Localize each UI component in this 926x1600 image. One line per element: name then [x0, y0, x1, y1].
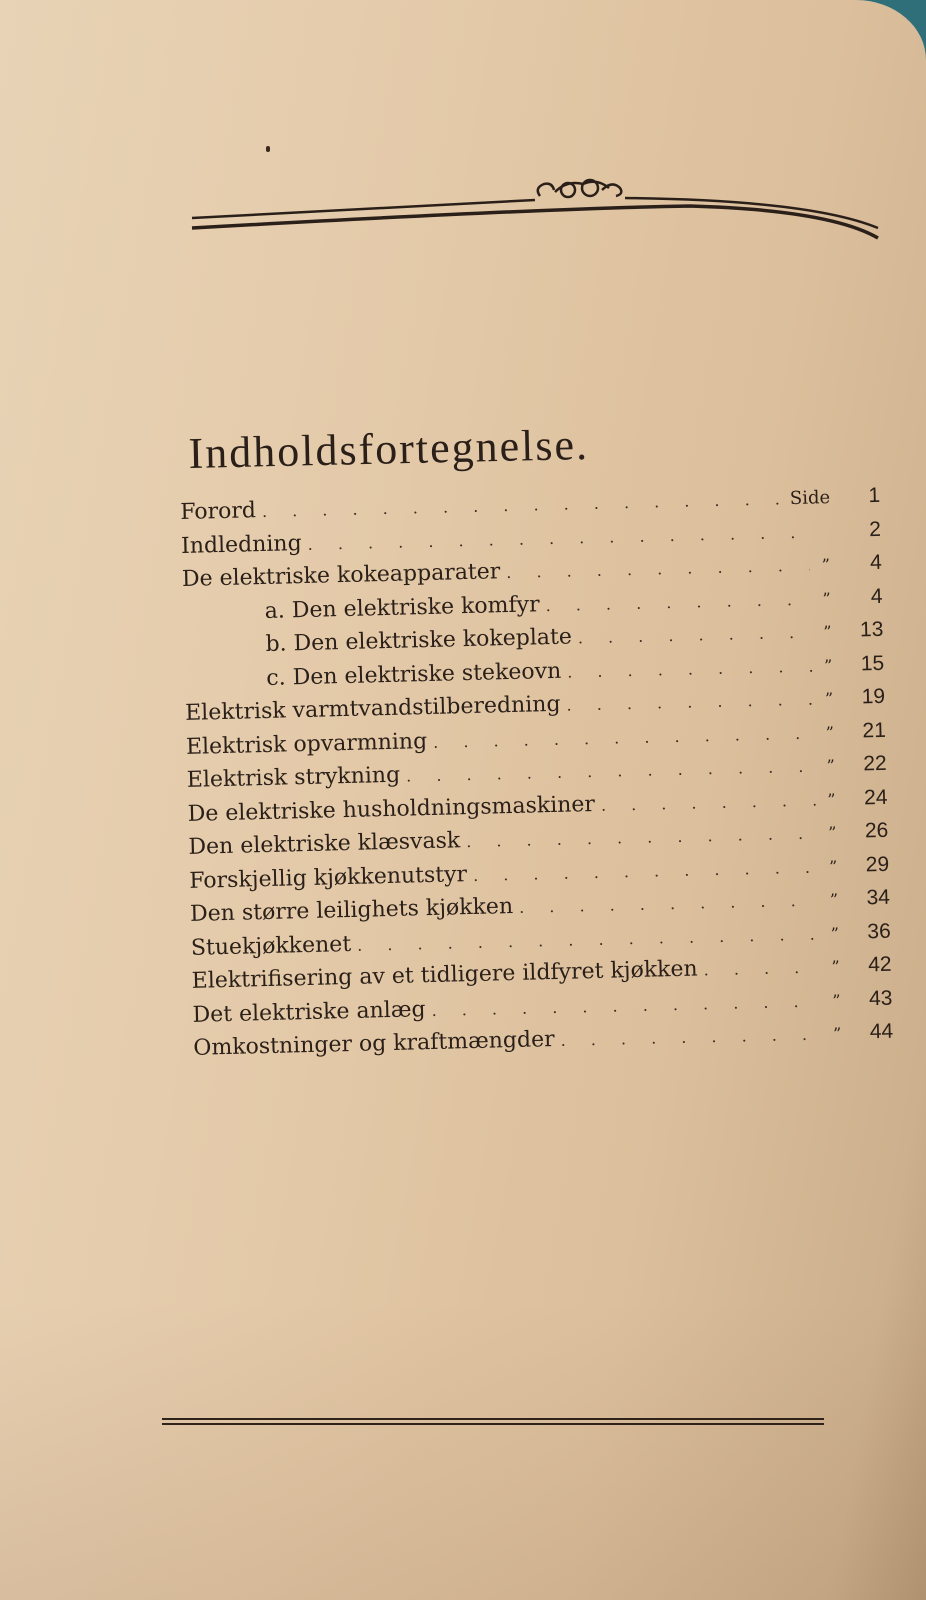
ditto-mark: ” — [828, 856, 838, 876]
leader-dots — [560, 1024, 821, 1049]
leader-dots — [473, 857, 818, 884]
toc-entry-title: Den elektriske klæsvask — [188, 828, 461, 860]
leader-dots — [466, 824, 817, 852]
toc-entry-title: Den større leilighets kjøkken — [189, 893, 514, 927]
bottom-rule — [162, 1418, 824, 1430]
ink-speck — [266, 146, 270, 152]
ditto-mark: ” — [827, 823, 837, 843]
toc-page-number: 15 — [860, 651, 885, 675]
toc-entry-title: Forord — [180, 498, 257, 525]
ditto-mark: ” — [831, 957, 840, 977]
toc-entry-title: Omkostninger og kraftmængder — [193, 1027, 555, 1061]
toc-entry-title: Elektrifisering av et tidligere ildfyret kjøkken — [191, 956, 698, 994]
toc-page-number: 21 — [862, 718, 887, 742]
page-title: Indholdsfortegnelse. — [188, 419, 590, 478]
toc-entry-title: Stuekjøkkenet — [190, 931, 352, 961]
ditto-mark: ” — [823, 622, 832, 642]
ditto-mark: ” — [832, 1024, 842, 1044]
toc-entry-title: c. Den elektriske stekeovn — [266, 658, 562, 691]
leader-dots — [601, 790, 816, 814]
toc-entry-title: Elektrisk varmtvandstilberedning — [184, 691, 561, 726]
ditto-mark: ” — [822, 588, 831, 608]
leader-dots — [433, 723, 814, 751]
toc-page-number: 29 — [865, 852, 890, 876]
ditto-mark: ” — [829, 890, 839, 910]
toc-page-number: 22 — [863, 751, 887, 776]
table-of-contents — [180, 483, 894, 1069]
leader-dots — [703, 958, 819, 980]
toc-page-number: 2 — [868, 517, 882, 541]
toc-page-number: 24 — [863, 785, 888, 809]
leader-dots — [262, 489, 784, 521]
leader-dots — [567, 656, 812, 681]
ditto-mark: ” — [827, 789, 836, 809]
ditto-mark: ” — [832, 990, 841, 1010]
side-label: Side — [789, 487, 831, 510]
scroll-ornament-rule-icon — [190, 170, 880, 240]
toc-entry-title: Elektrisk strykning — [186, 762, 401, 793]
ditto-mark: ” — [821, 555, 831, 575]
leader-dots — [406, 757, 815, 786]
toc-page-number: 1 — [868, 483, 881, 508]
toc-page-number: 4 — [870, 584, 883, 608]
toc-entry-title: Det elektriske anlæg — [192, 996, 426, 1028]
toc-page-number: 42 — [867, 952, 892, 977]
leader-dots — [566, 690, 813, 715]
ditto-mark: ” — [824, 689, 834, 709]
toc-entry-title: a. Den elektriske komfyr — [264, 591, 540, 624]
toc-page-number: 34 — [866, 885, 891, 910]
leader-dots — [506, 556, 810, 582]
toc-entry-title: Elektrisk opvarmning — [185, 728, 428, 760]
toc-entry-title: De elektriske kokeapparater — [181, 559, 501, 592]
ditto-mark: ” — [830, 923, 840, 943]
toc-page-number: 19 — [861, 684, 886, 709]
toc-entry-title: b. Den elektriske kokeplate — [265, 624, 573, 657]
toc-page-number: 36 — [867, 919, 892, 943]
leader-dots — [519, 891, 818, 917]
toc-page-number: 13 — [859, 617, 884, 642]
leader-dots — [545, 589, 810, 614]
toc-page-number: 44 — [869, 1019, 894, 1044]
toc-page-number: 4 — [869, 550, 883, 575]
leader-dots — [431, 991, 820, 1019]
toc-page-number: 43 — [868, 986, 893, 1010]
toc-page-number: 26 — [864, 818, 889, 843]
toc-entry-title: Forskjellig kjøkkenutstyr — [189, 861, 468, 894]
toc-entry-title: Indledning — [180, 530, 302, 559]
leader-dots — [578, 623, 812, 648]
ditto-mark: ” — [826, 756, 836, 776]
toc-entry-title: De elektriske husholdningsmaskiner — [187, 791, 596, 827]
ditto-mark: ” — [823, 655, 833, 675]
ditto-mark: ” — [825, 722, 835, 742]
